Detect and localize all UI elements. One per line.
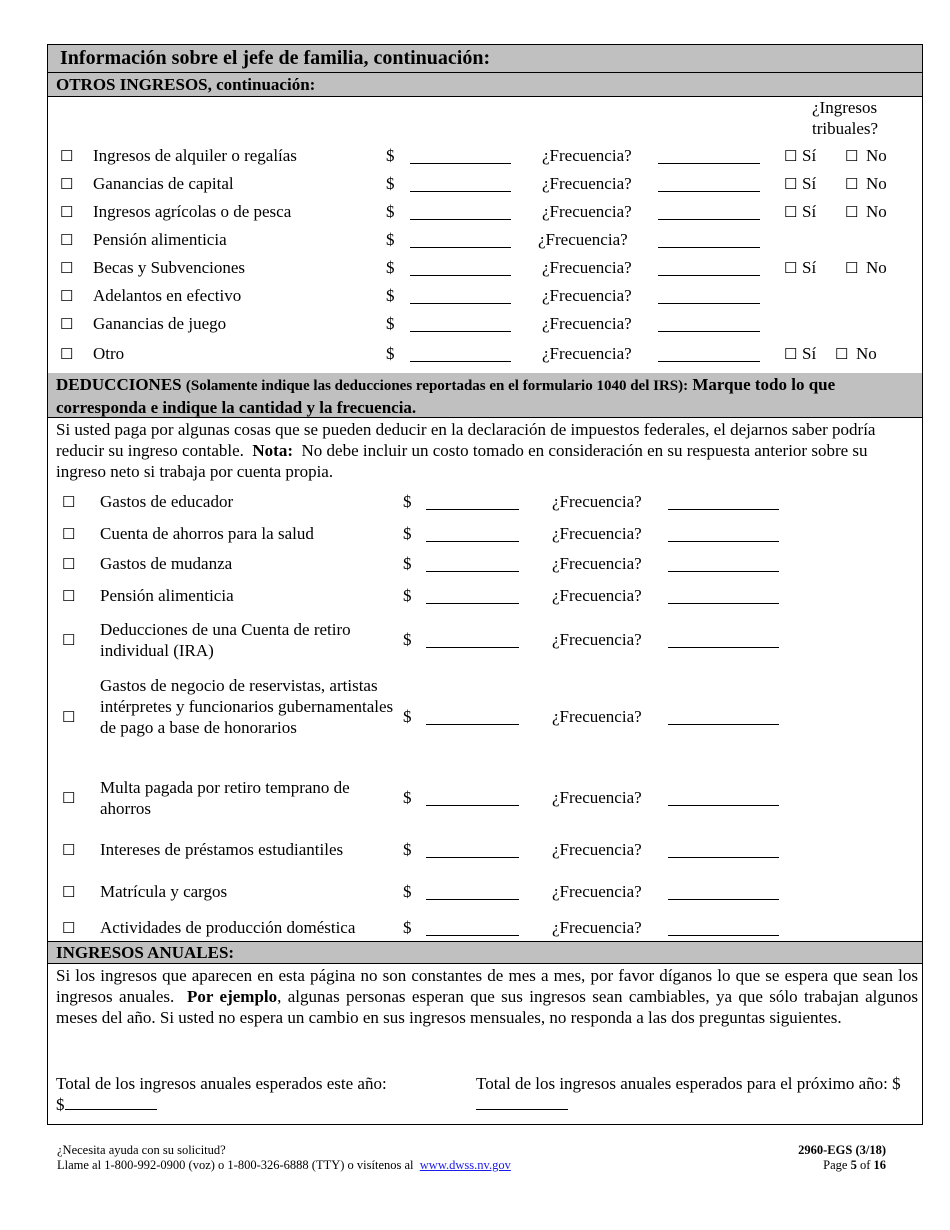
tribal-yes-checkbox[interactable]: ☐ bbox=[784, 149, 798, 165]
annual-income-band bbox=[48, 941, 922, 964]
other-income-row bbox=[48, 229, 922, 253]
income-label: Becas y Subvenciones bbox=[93, 258, 246, 277]
deduction-label: Gastos de negocio de reservistas, artistas intérpretes y funcionarios gubernamentales de pago a base de honorarios bbox=[100, 676, 394, 737]
deduction-dollar-sign: $ bbox=[403, 788, 412, 807]
deductions-note-label: Nota: bbox=[252, 441, 293, 460]
other-income-band bbox=[48, 73, 922, 97]
deduction-checkbox[interactable]: ☐ bbox=[62, 885, 76, 901]
income-dollar-sign: $ bbox=[386, 174, 395, 193]
income-dollar-sign: $ bbox=[386, 258, 395, 277]
tribal-no-label: No bbox=[866, 174, 887, 193]
income-amount-input[interactable] bbox=[410, 232, 511, 248]
income-frequency-input[interactable] bbox=[658, 232, 760, 248]
this-year-label: Total de los ingresos anuales esperados este año: bbox=[56, 1074, 387, 1093]
income-amount-input[interactable] bbox=[410, 288, 511, 304]
income-frequency-label: ¿Frecuencia? bbox=[542, 174, 632, 193]
tribal-yes-label: Sí bbox=[802, 174, 817, 193]
footer-page-number: 5 bbox=[850, 1158, 857, 1172]
section-title: Información sobre el jefe de familia, continuación: bbox=[60, 47, 491, 69]
other-income-row bbox=[48, 173, 922, 197]
deductions-title-paren: (Solamente indique las deducciones reportadas en el formulario 1040 del IRS): bbox=[185, 378, 689, 394]
income-frequency-input[interactable] bbox=[658, 288, 760, 304]
tribal-no-checkbox[interactable]: ☐ bbox=[845, 177, 859, 193]
income-label: Adelantos en efectivo bbox=[93, 286, 242, 305]
tribal-no-checkbox[interactable]: ☐ bbox=[845, 149, 859, 165]
annual-this-year bbox=[56, 1073, 387, 1115]
income-amount-input[interactable] bbox=[410, 316, 511, 332]
income-label: Otro bbox=[93, 344, 125, 363]
tribal-header bbox=[812, 97, 878, 139]
other-income-title: OTROS INGRESOS, continuación: bbox=[56, 75, 316, 94]
annual-next-year bbox=[476, 1073, 906, 1115]
income-frequency-input[interactable] bbox=[658, 346, 760, 362]
tribal-no-checkbox[interactable]: ☐ bbox=[845, 205, 859, 221]
other-income-row bbox=[48, 313, 922, 337]
income-checkbox[interactable]: ☐ bbox=[60, 149, 74, 165]
footer-call-text: Llame al 1-800-992-0900 (voz) o 1-800-326-6888 (TTY) o visítenos al bbox=[57, 1158, 414, 1172]
tribal-no-label: No bbox=[866, 258, 887, 277]
deduction-amount-input[interactable] bbox=[426, 632, 519, 648]
deduction-checkbox[interactable]: ☐ bbox=[62, 791, 76, 807]
deduction-dollar-sign: $ bbox=[403, 524, 412, 543]
other-income-row bbox=[48, 257, 922, 281]
deduction-dollar-sign: $ bbox=[403, 840, 412, 859]
deduction-frequency-input[interactable] bbox=[668, 494, 779, 510]
income-frequency-input[interactable] bbox=[658, 316, 760, 332]
section-title-band bbox=[48, 45, 922, 73]
deduction-checkbox[interactable]: ☐ bbox=[62, 495, 76, 511]
deduction-frequency-label: ¿Frecuencia? bbox=[552, 492, 642, 511]
this-year-dollar: $ bbox=[56, 1095, 65, 1114]
income-dollar-sign: $ bbox=[386, 230, 395, 249]
this-year-input[interactable] bbox=[65, 1094, 157, 1110]
deduction-frequency-input[interactable] bbox=[668, 556, 779, 572]
income-frequency-input[interactable] bbox=[658, 148, 760, 164]
footer-website-link[interactable]: www.dwss.nv.gov bbox=[419, 1158, 511, 1172]
other-income-row bbox=[48, 285, 922, 309]
tribal-no-label: No bbox=[856, 344, 877, 363]
income-label: Ganancias de capital bbox=[93, 174, 234, 193]
income-dollar-sign: $ bbox=[386, 286, 395, 305]
tribal-yes-checkbox[interactable]: ☐ bbox=[784, 205, 798, 221]
deduction-amount-input[interactable] bbox=[426, 790, 519, 806]
tribal-header-line1: ¿Ingresos bbox=[812, 98, 878, 117]
deduction-frequency-label: ¿Frecuencia? bbox=[552, 554, 642, 573]
income-dollar-sign: $ bbox=[386, 344, 395, 363]
income-label: Ganancias de juego bbox=[93, 314, 227, 333]
deduction-label: Deducciones de una Cuenta de retiro individual (IRA) bbox=[100, 620, 351, 660]
income-checkbox[interactable]: ☐ bbox=[60, 177, 74, 193]
income-frequency-input[interactable] bbox=[658, 176, 760, 192]
tribal-yes-label: Sí bbox=[802, 344, 817, 363]
deductions-title-main: DEDUCCIONES bbox=[56, 375, 182, 394]
deduction-label: Pensión alimenticia bbox=[100, 586, 234, 605]
deduction-frequency-input[interactable] bbox=[668, 884, 779, 900]
deduction-frequency-label: ¿Frecuencia? bbox=[552, 882, 642, 901]
deduction-amount-input[interactable] bbox=[426, 842, 519, 858]
deduction-dollar-sign: $ bbox=[403, 630, 412, 649]
deductions-title bbox=[56, 374, 918, 418]
deduction-frequency-input[interactable] bbox=[668, 632, 779, 648]
income-amount-input[interactable] bbox=[410, 260, 511, 276]
income-label: Ingresos de alquiler o regalías bbox=[93, 146, 297, 165]
tribal-no-checkbox[interactable]: ☐ bbox=[845, 261, 859, 277]
footer-page-info bbox=[798, 1143, 886, 1173]
deduction-checkbox[interactable]: ☐ bbox=[62, 710, 76, 726]
income-label: Ingresos agrícolas o de pesca bbox=[93, 202, 292, 221]
deduction-dollar-sign: $ bbox=[403, 492, 412, 511]
income-dollar-sign: $ bbox=[386, 314, 395, 333]
income-checkbox[interactable]: ☐ bbox=[60, 289, 74, 305]
deduction-label: Matrícula y cargos bbox=[100, 882, 228, 901]
deductions-band bbox=[48, 373, 922, 418]
other-income-row bbox=[48, 201, 922, 225]
income-frequency-label: ¿Frecuencia? bbox=[542, 314, 632, 333]
deduction-label: Intereses de préstamos estudiantiles bbox=[100, 840, 344, 859]
income-checkbox[interactable]: ☐ bbox=[60, 347, 74, 363]
other-income-row bbox=[48, 145, 922, 169]
annual-income-text bbox=[56, 965, 918, 1028]
footer-page-word: Page bbox=[823, 1158, 848, 1172]
tribal-yes-label: Sí bbox=[802, 146, 817, 165]
income-frequency-input[interactable] bbox=[658, 260, 760, 276]
deduction-frequency-label: ¿Frecuencia? bbox=[552, 630, 642, 649]
deduction-frequency-input[interactable] bbox=[668, 709, 779, 725]
annual-income-para-2: , algunas personas esperan que sus ingresos sean cambiables, ya que sólo trabajan algunos meses del año. Si usted no espera un cambio en sus ingresos mensuales, no responda a las dos preguntas siguientes. bbox=[56, 987, 919, 1027]
income-dollar-sign: $ bbox=[386, 202, 395, 221]
deductions-intro-2: No debe incluir un costo tomado en consideración en su respuesta anterior sobre su ingreso neto si trabaja por cuenta propia. bbox=[56, 441, 868, 481]
deduction-frequency-input[interactable] bbox=[668, 526, 779, 542]
income-frequency-label: ¿Frecuencia? bbox=[538, 230, 628, 249]
income-frequency-label: ¿Frecuencia? bbox=[542, 344, 632, 363]
income-frequency-label: ¿Frecuencia? bbox=[542, 202, 632, 221]
footer-help-question: ¿Necesita ayuda con su solicitud? bbox=[57, 1143, 226, 1157]
deductions-intro-1: Si usted paga por algunas cosas que se pueden deducir en la declaración de impuestos federales, el dejarnos saber podría reducir su ingreso contable. bbox=[56, 420, 876, 460]
footer-total-pages: 16 bbox=[873, 1158, 886, 1172]
income-frequency-label: ¿Frecuencia? bbox=[542, 258, 632, 277]
deduction-label: Actividades de producción doméstica bbox=[100, 918, 356, 937]
tribal-no-label: No bbox=[866, 146, 887, 165]
footer-form-id: 2960-EGS (3/18) bbox=[798, 1143, 886, 1157]
deduction-frequency-label: ¿Frecuencia? bbox=[552, 707, 642, 726]
deduction-frequency-input[interactable] bbox=[668, 842, 779, 858]
deduction-checkbox[interactable]: ☐ bbox=[62, 633, 76, 649]
deduction-checkbox[interactable]: ☐ bbox=[62, 527, 76, 543]
tribal-yes-checkbox[interactable]: ☐ bbox=[784, 177, 798, 193]
income-dollar-sign: $ bbox=[386, 146, 395, 165]
income-amount-input[interactable] bbox=[410, 204, 511, 220]
deduction-checkbox[interactable]: ☐ bbox=[62, 557, 76, 573]
deduction-frequency-input[interactable] bbox=[668, 920, 779, 936]
deduction-dollar-sign: $ bbox=[403, 586, 412, 605]
annual-income-example-label: Por ejemplo bbox=[187, 987, 278, 1006]
deduction-frequency-label: ¿Frecuencia? bbox=[552, 840, 642, 859]
tribal-yes-label: Sí bbox=[802, 202, 817, 221]
income-label: Pensión alimenticia bbox=[93, 230, 227, 249]
income-checkbox[interactable]: ☐ bbox=[60, 205, 74, 221]
deduction-checkbox[interactable]: ☐ bbox=[62, 843, 76, 859]
deduction-label: Gastos de mudanza bbox=[100, 554, 233, 573]
form-frame bbox=[47, 44, 923, 1125]
next-year-input[interactable] bbox=[476, 1094, 568, 1110]
footer-help bbox=[57, 1143, 511, 1173]
deduction-dollar-sign: $ bbox=[403, 882, 412, 901]
deduction-label: Cuenta de ahorros para la salud bbox=[100, 524, 314, 543]
deduction-amount-input[interactable] bbox=[426, 920, 519, 936]
tribal-yes-checkbox[interactable]: ☐ bbox=[784, 347, 798, 363]
deduction-frequency-label: ¿Frecuencia? bbox=[552, 788, 642, 807]
income-frequency-input[interactable] bbox=[658, 204, 760, 220]
income-checkbox[interactable]: ☐ bbox=[60, 317, 74, 333]
income-amount-input[interactable] bbox=[410, 346, 511, 362]
deduction-dollar-sign: $ bbox=[403, 707, 412, 726]
tribal-yes-label: Sí bbox=[802, 258, 817, 277]
income-frequency-label: ¿Frecuencia? bbox=[542, 146, 632, 165]
deduction-checkbox[interactable]: ☐ bbox=[62, 589, 76, 605]
annual-income-title: INGRESOS ANUALES: bbox=[56, 943, 235, 962]
deduction-frequency-label: ¿Frecuencia? bbox=[552, 918, 642, 937]
deduction-label: Gastos de educador bbox=[100, 492, 234, 511]
income-checkbox[interactable]: ☐ bbox=[60, 261, 74, 277]
deduction-frequency-input[interactable] bbox=[668, 790, 779, 806]
deduction-dollar-sign: $ bbox=[403, 918, 412, 937]
deduction-amount-input[interactable] bbox=[426, 884, 519, 900]
income-checkbox[interactable]: ☐ bbox=[60, 233, 74, 249]
deduction-amount-input[interactable] bbox=[426, 709, 519, 725]
deduction-dollar-sign: $ bbox=[403, 554, 412, 573]
tribal-no-label: No bbox=[866, 202, 887, 221]
annual-income-para-1: Si los ingresos que aparecen en esta página no son constantes de mes a mes, por favor díganos lo que se espera que sean los ingresos anuales. bbox=[56, 966, 918, 1006]
tribal-header-line2: tribuales? bbox=[812, 119, 879, 138]
deduction-amount-input[interactable] bbox=[426, 588, 519, 604]
deductions-title-rest: Marque todo lo que corresponda e indique la cantidad y la frecuencia. bbox=[56, 375, 836, 417]
deduction-frequency-input[interactable] bbox=[668, 588, 779, 604]
deduction-label: Multa pagada por retiro temprano de ahorros bbox=[100, 778, 350, 818]
deduction-amount-input[interactable] bbox=[426, 494, 519, 510]
footer-of-word: of bbox=[859, 1158, 871, 1172]
tribal-no-checkbox[interactable]: ☐ bbox=[835, 347, 849, 363]
income-frequency-label: ¿Frecuencia? bbox=[542, 286, 632, 305]
deductions-intro bbox=[56, 419, 918, 482]
deduction-frequency-label: ¿Frecuencia? bbox=[552, 586, 642, 605]
deduction-amount-input[interactable] bbox=[426, 556, 519, 572]
deduction-amount-input[interactable] bbox=[426, 526, 519, 542]
deduction-checkbox[interactable]: ☐ bbox=[62, 921, 76, 937]
next-year-label: Total de los ingresos anuales esperados para el próximo año: $ bbox=[476, 1074, 901, 1093]
tribal-yes-checkbox[interactable]: ☐ bbox=[784, 261, 798, 277]
deduction-frequency-label: ¿Frecuencia? bbox=[552, 524, 642, 543]
income-amount-input[interactable] bbox=[410, 176, 511, 192]
other-income-row bbox=[48, 343, 922, 367]
income-amount-input[interactable] bbox=[410, 148, 511, 164]
